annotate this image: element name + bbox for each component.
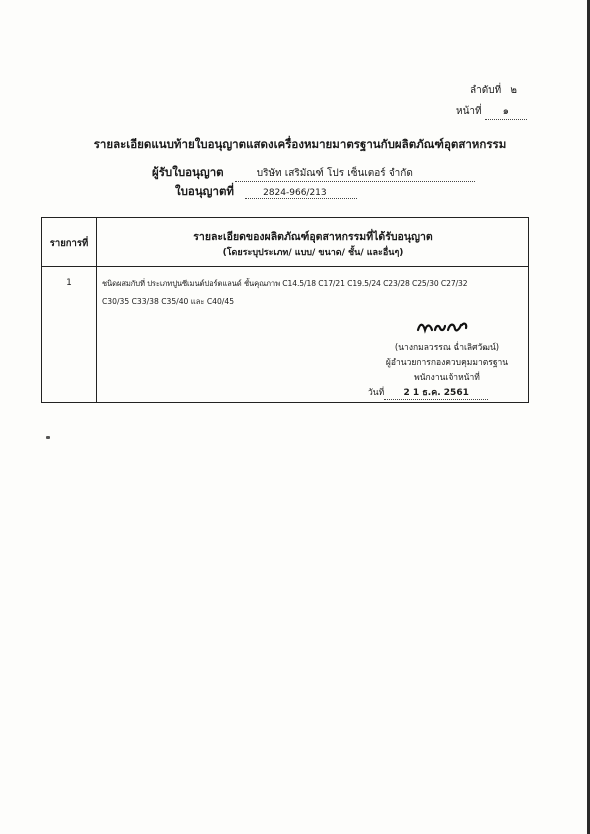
date-value: 2 1 ธ.ค. 2561 — [384, 385, 488, 400]
col-header-detail: รายละเอียดของผลิตภัณฑ์อุตสาหกรรมที่ได้รับอนุญาต — [193, 231, 433, 243]
order-number — [470, 83, 517, 98]
order-value: ๒ — [510, 85, 517, 96]
signer-role: พนักงานเจ้าหน้าที่ — [414, 373, 480, 383]
scan-speck — [46, 436, 50, 439]
date-label: วันที่ — [368, 388, 385, 398]
product-table — [41, 217, 529, 403]
handwritten-signature — [414, 318, 470, 338]
page-label: หน้าที่ — [456, 106, 482, 117]
page-number — [456, 104, 527, 120]
row-detail-line2: C30/35 C33/38 C35/40 และ C40/45 — [102, 297, 235, 306]
row-number: 1 — [66, 278, 72, 288]
row-detail-line1: ชนิดผสมกับที่ ประเภทปูนซีเมนต์ปอร์ตแลนด์ ชั้นคุณภาพ C14.5/18 C17/21 C19.5/24 C23/28 C25/30 C27/32 — [102, 279, 468, 288]
col-header-detail-note: (โดยระบุประเภท/ แบบ/ ขนาด/ ชั้น/ และอื่นๆ) — [222, 248, 404, 258]
licensee-label: ผู้รับใบอนุญาต — [152, 165, 224, 179]
col-header-item: รายการที่ — [49, 238, 89, 249]
order-label: ลำดับที่ — [470, 85, 502, 96]
signer-name: (นางกมลวรรณ ฉ่ำเลิศวัฒน์) — [394, 343, 500, 353]
licensee-value: บริษัท เสริมัณฑ์ โปร เซ็นเตอร์ จำกัด — [235, 166, 475, 182]
document-title: รายละเอียดแนบท้ายใบอนุญาตแสดงเครื่องหมายมาตรฐานกับผลิตภัณฑ์อุตสาหกรรม — [93, 137, 507, 151]
signature-date — [368, 385, 488, 400]
licensee-row — [152, 161, 482, 182]
license-value: 2824-966/213 — [245, 188, 357, 199]
license-label: ใบอนุญาตที่ — [175, 184, 234, 198]
header-divider — [42, 266, 528, 267]
license-row — [175, 180, 475, 201]
signer-title: ผู้อำนวยการกองควบคุมมาตรฐาน — [385, 358, 509, 368]
page-value: ๑ — [485, 104, 527, 120]
